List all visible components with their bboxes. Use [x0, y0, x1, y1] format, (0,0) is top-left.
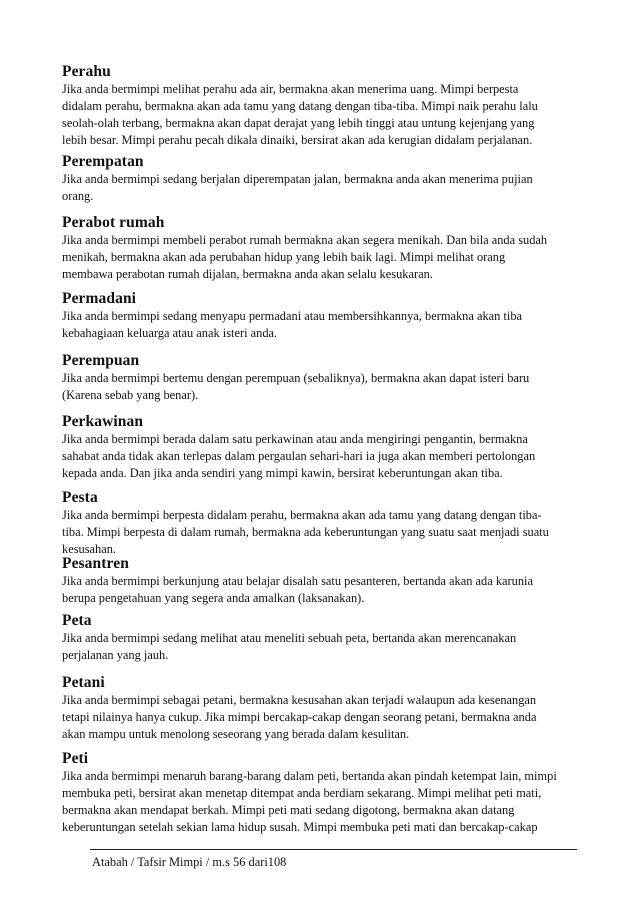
entry-perempatan [62, 153, 582, 205]
entry-permadani [62, 290, 582, 342]
entry-perempuan [62, 352, 582, 404]
entry-text: Jika anda bermimpi sedang melihat atau meneliti sebuah peta, bertanda akan merencanakan perjalanan yang jauh. [62, 631, 517, 662]
entry-text: Jika anda bermimpi sebagai petani, bermakna kesusahan akan terjadi walaupun ada kesenangan tetapi nilainya hanya cukup. Jika mimpi bercakap-cakap dengan seorang petani, bermakna anda akan mampu untuk menolong seseorang yang berada dalam kesulitan. [62, 693, 537, 741]
entry-perkawinan [62, 413, 582, 482]
entry-title: Petani [62, 674, 105, 691]
entry-text: Jika anda bermimpi sedang berjalan diperempatan jalan, bermakna anda akan menerima pujian orang. [62, 172, 533, 203]
footer-rule [90, 849, 577, 850]
entry-text: Jika anda bermimpi menaruh barang-barang dalam peti, bertanda akan pindah ketempat lain, mimpi membuka peti, bersirat akan menetap ditempat anda berdiam sekarang. Mimpi melihat peti mati, bermakna akan mendapat berkah. Mimpi peti mati sedang digotong, bermakna akan datang keberuntungan setelah sekian lama hidup susah. Mimpi membuka peti mati dan bercakap-cakap [62, 769, 557, 834]
entry-text: Jika anda bermimpi membeli perabot rumah bermakna akan segera menikah. Dan bila anda sudah menikah, bermakna akan ada perubahan hidup yang lebih baik lagi. Mimpi melihat orang membawa perabotan rumah dijalan, bermakna anda akan selalu kesukaran. [62, 233, 548, 281]
entry-peti [62, 750, 582, 836]
entry-perahu [62, 63, 582, 149]
entry-title: Peta [62, 612, 92, 629]
entry-title: Peti [62, 750, 89, 767]
entry-perabot-rumah [62, 214, 582, 283]
entry-title: Perempuan [62, 352, 140, 369]
entry-title: Permadani [62, 290, 137, 307]
entry-title: Perkawinan [62, 413, 144, 430]
entry-title: Perahu [62, 63, 111, 80]
entry-text: Jika anda bermimpi sedang menyapu permadani atau membersihkannya, bermakna akan tiba kebahagiaan keluarga atau anak isteri anda. [62, 309, 523, 340]
entry-title: Pesta [62, 489, 98, 506]
footer-text: Atabah / Tafsir Mimpi / m.s 56 dari108 [92, 855, 287, 869]
entry-title: Pesantren [62, 555, 129, 572]
entry-text: Jika anda bermimpi berada dalam satu perkawinan atau anda mengiringi pengantin, bermakna sahabat anda tidak akan terlepas dalam pergaulan sehari-hari ia juga akan memberi pertolongan kepada anda. Dan jika anda sendiri yang mimpi kawin, bersirat keberuntungan akan tiba. [62, 432, 536, 480]
entry-peta [62, 612, 582, 664]
entry-petani [62, 674, 582, 743]
entry-text: Jika anda bermimpi melihat perahu ada air, bermakna akan menerima uang. Mimpi berpesta didalam perahu, bermakna akan ada tamu yang datang dengan tiba-tiba. Mimpi naik perahu lalu seolah-olah terbang, bermakna akan dapat derajat yang lebih tinggi atau untung kejenjang yang lebih besar. Mimpi perahu pecah dikala dinaiki, bersirat akan ada kerugian didalam perjalanan. [62, 82, 538, 147]
entry-text: Jika anda bermimpi berkunjung atau belajar disalah satu pesanteren, bertanda akan ada karunia berupa pengetahuan yang segera anda amalkan (laksanakan). [62, 574, 533, 605]
entry-text: Jika anda bermimpi bertemu dengan perempuan (sebaliknya), bermakna akan dapat isteri baru (Karena sebab yang benar). [62, 371, 530, 402]
entry-pesantren [62, 555, 582, 607]
entry-text: Jika anda bermimpi berpesta didalam perahu, bermakna akan ada tamu yang datang dengan tiba- tiba. Mimpi berpesta di dalam rumah, bermakna ada keberuntungan yang suatu saat menjadi suatu kesusahan. [62, 508, 549, 556]
entry-title: Perabot rumah [62, 214, 165, 231]
entry-pesta [62, 489, 582, 558]
entry-title: Perempatan [62, 153, 144, 170]
